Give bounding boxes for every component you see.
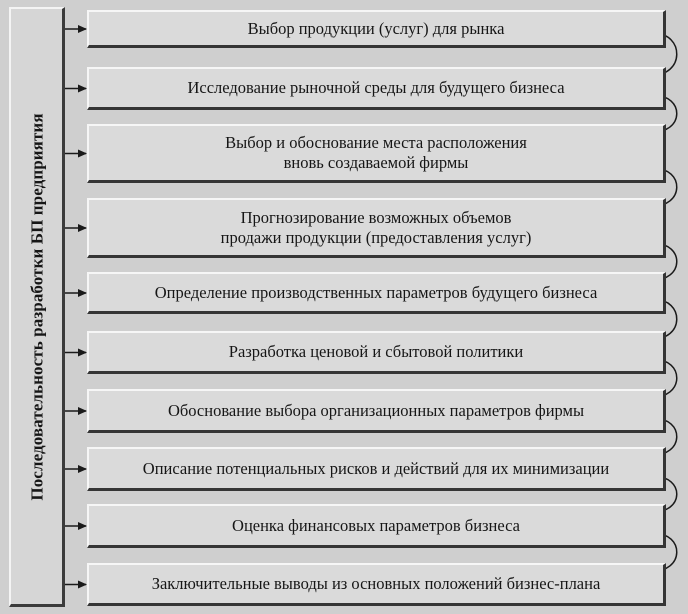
step-label-3: Выбор и обоснование места расположения вновь создаваемой фирмы	[225, 133, 527, 172]
step-label-8: Описание потенциальных рисков и действий для их минимизации	[142, 458, 610, 478]
step-box-5	[87, 272, 666, 314]
step-box-10	[87, 563, 666, 606]
step-box-1	[87, 10, 666, 48]
step-box-6	[87, 331, 666, 374]
step-box-3	[87, 124, 666, 183]
step-label-9: Оценка финансовых параметров бизнеса	[232, 515, 520, 535]
step-label-4: Прогнозирование возможных объемов продажи продукции (предоставления услуг)	[220, 207, 532, 247]
step-label-10: Заключительные выводы из основных положений бизнес-плана	[151, 574, 601, 593]
step-label-6: Разработка ценовой и сбытовой политики	[228, 342, 524, 361]
step-box-4	[87, 198, 666, 258]
step-box-9	[87, 504, 666, 548]
step-box-8	[87, 447, 666, 491]
sequence-side-bar	[9, 7, 65, 607]
step-box-7	[87, 389, 666, 433]
step-box-2	[87, 67, 666, 110]
side-label-text: Последовательность разработки БП предприятия	[28, 113, 47, 501]
step-label-2: Исследование рыночной среды для будущего бизнеса	[187, 78, 565, 97]
step-label-5: Определение производственных параметров будущего бизнеса	[154, 282, 598, 302]
step-label-7: Обоснование выбора организационных параметров фирмы	[167, 400, 585, 420]
step-label-1: Выбор продукции (услуг) для рынка	[247, 18, 505, 38]
